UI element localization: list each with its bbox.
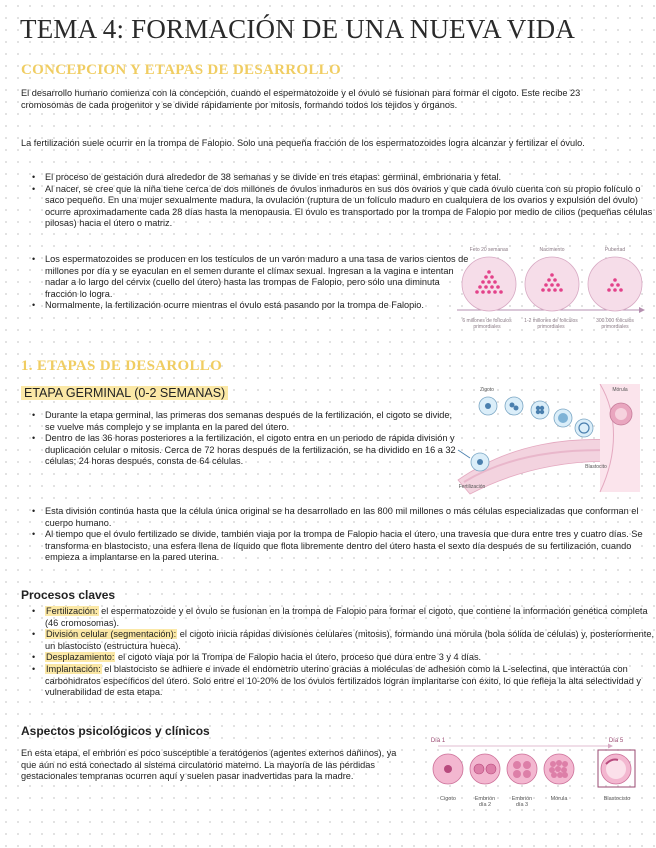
- figure-label: Zigoto: [480, 387, 494, 393]
- process-text: el cigoto inicia rápidas divisiones celulares (mitosis), formando una mórula (bola sólida de células) y, posteriormente, un blastocisto (estructura hueca).: [45, 629, 654, 651]
- list-item: • Al nacer, se cree que la niña tiene cerca de dos millones de óvulos inmaduros en sus dos ovarios y que cada óvulo cuenta con su propio folículo o saco pequeño. En una mujer sexualmente madura, la ovulación (ruptura de un folículo maduro en cualquiera de los ovarios y expulsión del óvulo) ocurre aproximadamente cada 28 días hasta la menopausia. El óvulo es transportado por la trompa de Falopio por medio de cilios (pequeñas células pilosas) hacia el útero o matriz.: [45, 184, 656, 230]
- germinal-figure: [450, 384, 640, 498]
- procesos-list: [25, 606, 656, 699]
- section-heading-concepcion: CONCEPCION Y ETAPAS DE DESARROLLO: [21, 62, 341, 78]
- figure-label: Fertilización: [458, 484, 486, 490]
- figure-caption: 300.000 folículos primordiales: [596, 318, 634, 330]
- figure-label: Mórula: [612, 387, 628, 393]
- process-text: el espermatozoide y el óvulo se fusionan en la trompa de Falopio para formar el cigoto, que contiene la información genética completa (46 cromosomas).: [45, 606, 648, 628]
- figure-label: Blastocito: [585, 464, 607, 470]
- figure-label: Feto 20 semanas: [469, 247, 509, 253]
- list-item: [45, 606, 656, 629]
- section-heading-etapas: 1. ETAPAS DE DESAROLLO: [21, 358, 223, 374]
- process-text: el blastocisto se adhiere e invade el endometrio uterino gracias a moléculas de adhesión como la L-selectina, que interactúa con carbohidratos específicos del útero. Solo entre el 10-20% de los óvulos fertilizados logran implantarse con éxito, lo que refleja la alta selectividad y vulnerabilidad de esta etapa.: [45, 663, 641, 698]
- figure-label: Pubertad: [604, 247, 626, 253]
- bullets-germinal-bottom: [25, 506, 656, 564]
- day-start-label: Día 1: [430, 738, 446, 744]
- list-item: [45, 652, 656, 664]
- list-item: • Al tiempo que el óvulo fertilizado se divide, también viaja por la trompa de Falopio hacia el útero, una travesía que dura entre tres y cuatro días. Se transforma en blastocisto, una esfera llena de líquido que flota libremente dentro del útero hasta el sexto día después de su fertilización, cuando empieza a implantarse en la pared uterina.: [45, 529, 656, 564]
- process-term: Desplazamiento:: [46, 652, 115, 663]
- figure-label: Embrión día 3: [511, 796, 533, 808]
- germinal-diagram: [450, 384, 640, 498]
- list-item: • Dentro de las 36 horas posteriores a la fertilización, el cigoto entra en un periodo de rápida división y duplicación celular o mitosis. Cerca de 72 horas después de la fertilización, se ha dividido en 16 a 32 células; 24 horas después, consta de 64 células.: [45, 433, 460, 468]
- figure-label: Cigoto: [440, 796, 456, 802]
- list-item: • Durante la etapa germinal, las primeras dos semanas después de la fertilización, el cigoto se divide, se vuelve más complejo y se implanta en la pared del útero.: [45, 410, 460, 433]
- page-title: TEMA 4: FORMACIÓN DE UNA NUEVA VIDA: [20, 14, 576, 44]
- list-item: • El proceso de gestación dura alrededor de 38 semanas y se divide en tres etapas: germinal, embrionaria y fetal.: [45, 172, 656, 184]
- process-term: División celular (segmentación):: [46, 629, 177, 640]
- figure-label: Nacimiento: [539, 247, 565, 253]
- aspectos-heading: Aspectos psicológicos y clínicos: [21, 724, 210, 738]
- etapa-germinal-label: ETAPA GERMINAL (0-2 SEMANAS): [21, 386, 228, 400]
- process-term: Implantación:: [46, 663, 101, 674]
- etapa-germinal-heading: [21, 386, 228, 400]
- bullets-gestacion-bottom: [25, 254, 470, 312]
- figure-label: Mórula: [550, 796, 568, 802]
- bullets-germinal-top: [25, 410, 460, 468]
- embryo-days-figure: [418, 734, 650, 818]
- paragraph-fertilizacion: La fertilización suele ocurrir en la trompa de Falopio. Solo una pequeña fracción de los espermatozoides logra alcanzar y fertilizar el óvulo.: [21, 138, 585, 148]
- procesos-heading: Procesos claves: [21, 588, 116, 602]
- paragraph-intro: El desarrollo humano comienza con la concepción, cuando el espermatozoide y el óvulo se fusionan para formar el cigoto. Este recibe 23 cromosomas de cada progenitor y se divide rápidamente por mitosis, formando todos los tejidos y órganos.: [21, 88, 581, 110]
- follicle-figure: [453, 246, 647, 340]
- aspectos-paragraph: En esta etapa, el embrión es poco susceptible a teratógenos (agentes externos dañinos), ya que aún no está conectado al sistema circulatorio materno. La mayoría de las pérdidas gestacionales tempranas ocurren aquí y suelen pasar inadvertidas para la madre.: [21, 748, 397, 782]
- process-text: el cigoto viaja por la Trompa de Falopio hacia el útero, proceso que dura entre 3 y 4 días.: [115, 652, 482, 663]
- list-item: [45, 664, 656, 699]
- day-end-label: Día 5: [608, 738, 624, 744]
- figure-label: Embrión día 2: [474, 796, 496, 808]
- list-item: • Esta división continúa hasta que la célula única original se ha desarrollado en las 800 mil millones o más células especializadas que conforman el cuerpo humano.: [45, 506, 656, 529]
- figure-caption: 1-2 millones de folículos primordiales: [524, 318, 578, 330]
- list-item: [45, 629, 656, 652]
- figure-label: Blastocisto: [603, 796, 631, 802]
- list-item: • Normalmente, la fertilización ocurre mientras el óvulo está pasando por la trompa de Falopio.: [45, 300, 470, 312]
- list-item: • Los espermatozoides se producen en los testículos de un varón maduro a una tasa de varios cientos de millones por día y se eyaculan en el semen durante el clímax sexual. Ingresan a la vagina e intentan nadar a lo largo del cérvix (cuello del útero) hasta las trompas de Falopio, pero sólo una diminuta fracción lo logra.: [45, 254, 470, 300]
- bullets-gestacion-top: [25, 172, 656, 230]
- process-term: Fertilización:: [46, 606, 98, 616]
- figure-caption: 6 millones de folículos primordiales: [462, 318, 512, 330]
